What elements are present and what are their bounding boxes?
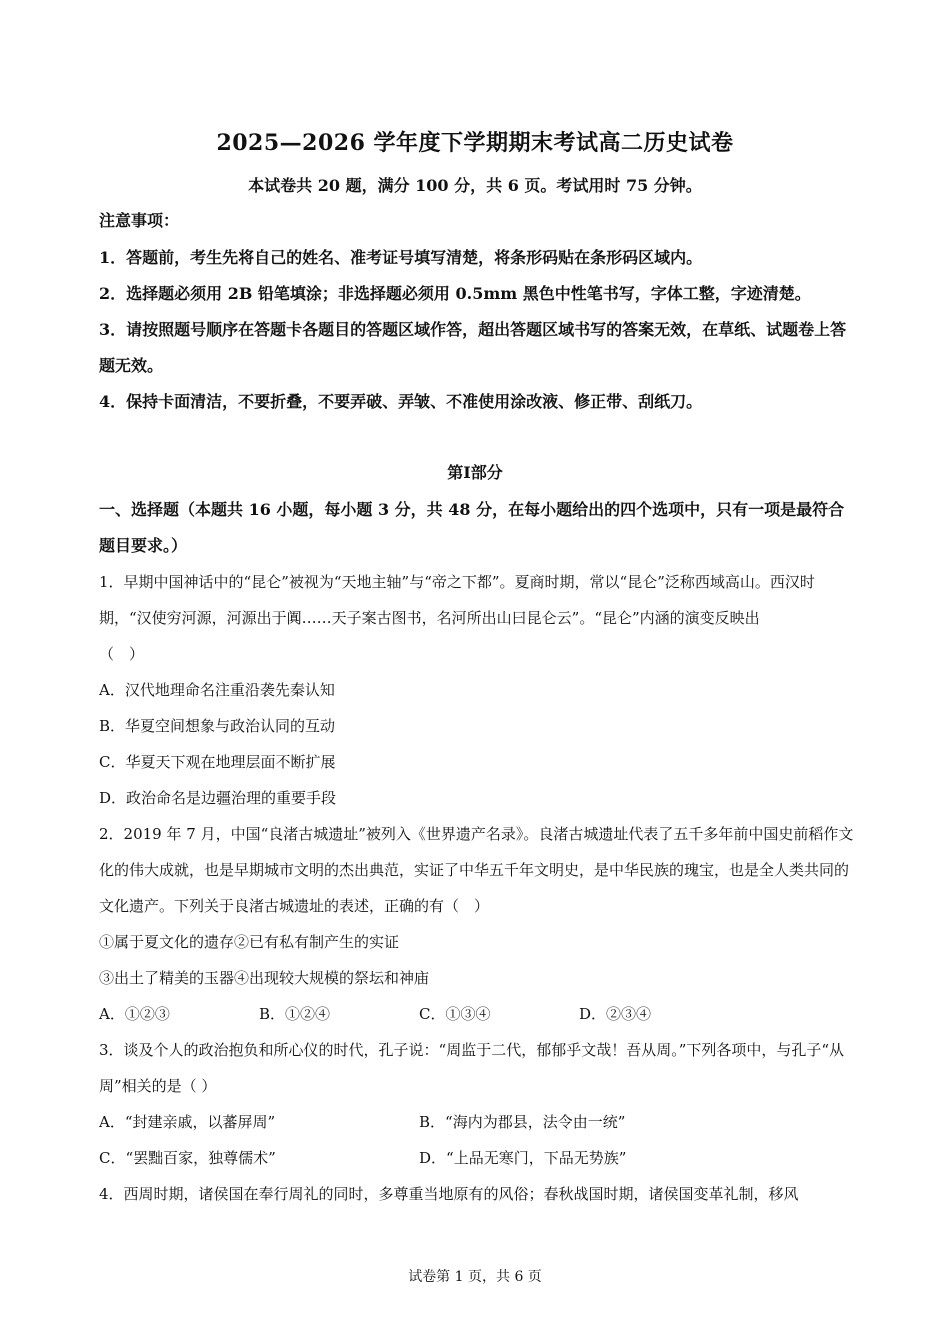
option-row <box>99 1104 859 1140</box>
answer-blank: （ ） <box>99 645 145 663</box>
question-3 <box>99 1032 859 1176</box>
option-c: C．华夏天下观在地理层面不断扩展 <box>99 753 336 771</box>
notice-item: 1．答题前，考生先将自己的姓名、准考证号填写清楚，将条形码贴在条形码区域内。 <box>99 248 703 267</box>
option-a: A．汉代地理命名注重沿袭先秦认知 <box>99 681 335 699</box>
option-d: D．政治命名是边疆治理的重要手段 <box>99 789 337 807</box>
exam-subtitle: 本试卷共 20 题，满分 100 分，共 6 页。考试用时 75 分钟。 <box>248 176 702 195</box>
option-c: C．“罢黜百家，独尊儒术” <box>99 1149 276 1167</box>
section-heading: 一、选择题（本题共 16 小题，每小题 3 分，共 48 分，在每小题给出的四个选项中，只有一项是最符合题目要求。） <box>99 500 845 555</box>
option-b: B．华夏空间想象与政治认同的互动 <box>99 717 336 735</box>
notice-heading: 注意事项： <box>99 211 180 230</box>
notice-list <box>99 240 859 420</box>
option-row <box>99 1140 859 1176</box>
notice-item: 2．选择题必须用 2B 铅笔填涂；非选择题必须用 0.5mm 黑色中性笔书写，字体工整，字迹清楚。 <box>99 284 811 303</box>
statement-line: ③出土了精美的玉器④出现较大规模的祭坛和神庙 <box>99 969 430 987</box>
question-2 <box>99 816 859 1032</box>
option-d: D．②③④ <box>579 1005 652 1023</box>
question-stem: 2．2019 年 7 月，中国“良渚古城遗址”被列入《世界遗产名录》。良渚古城遗址代表了五千多年前中国史前稻作文化的伟大成就，也是早期城市文明的杰出典范，实证了中华五千年文明史，是中华民族的瑰宝，也是全人类共同的文化遗产。下列关于良渚古城遗址的表述，正确的有（ ） <box>99 825 854 915</box>
option-row <box>99 996 859 1032</box>
question-stem: 1．早期中国神话中的“昆仑”被视为“天地主轴”与“帝之下都”。夏商时期，常以“昆仑”泛称西域高山。西汉时期，“汉使穷河源，河源出于阗……天子案古图书，名河所出山曰昆仑云”。“昆仑”内涵的演变反映出 <box>99 573 815 627</box>
part-title: 第Ⅰ部分 <box>447 463 503 482</box>
option-b: B．“海内为郡县，法令由一统” <box>419 1113 626 1131</box>
notice-item: 3．请按照题号顺序在答题卡各题目的答题区域作答，超出答题区域书写的答案无效，在草纸、试题卷上答题无效。 <box>99 320 847 375</box>
option-a: A．“封建亲戚，以蕃屏周” <box>99 1113 276 1131</box>
page-footer: 试卷第 1 页，共 6 页 <box>408 1269 542 1285</box>
option-c: C．①③④ <box>419 1005 491 1023</box>
option-a: A．①②③ <box>99 1005 170 1023</box>
notice-item: 4．保持卡面清洁，不要折叠，不要弄破、弄皱、不准使用涂改液、修正带、刮纸刀。 <box>99 392 703 411</box>
option-d: D．“上品无寒门，下品无势族” <box>419 1149 627 1167</box>
option-b: B．①②④ <box>259 1005 331 1023</box>
question-stem: 3．谈及个人的政治抱负和所心仪的时代，孔子说：“周监于二代，郁郁乎文哉！吾从周。”下列各项中，与孔子“从周”相关的是（ ） <box>99 1041 845 1095</box>
exam-title: 2025—2026 学年度下学期期末考试高二历史试卷 <box>216 130 734 156</box>
statement-line: ①属于夏文化的遗存②已有私有制产生的实证 <box>99 933 400 951</box>
question-stem: 4．西周时期，诸侯国在奉行周礼的同时，多尊重当地原有的风俗；春秋战国时期，诸侯国变革礼制，移风 <box>99 1185 799 1203</box>
question-1 <box>99 564 859 816</box>
question-4 <box>99 1176 859 1212</box>
